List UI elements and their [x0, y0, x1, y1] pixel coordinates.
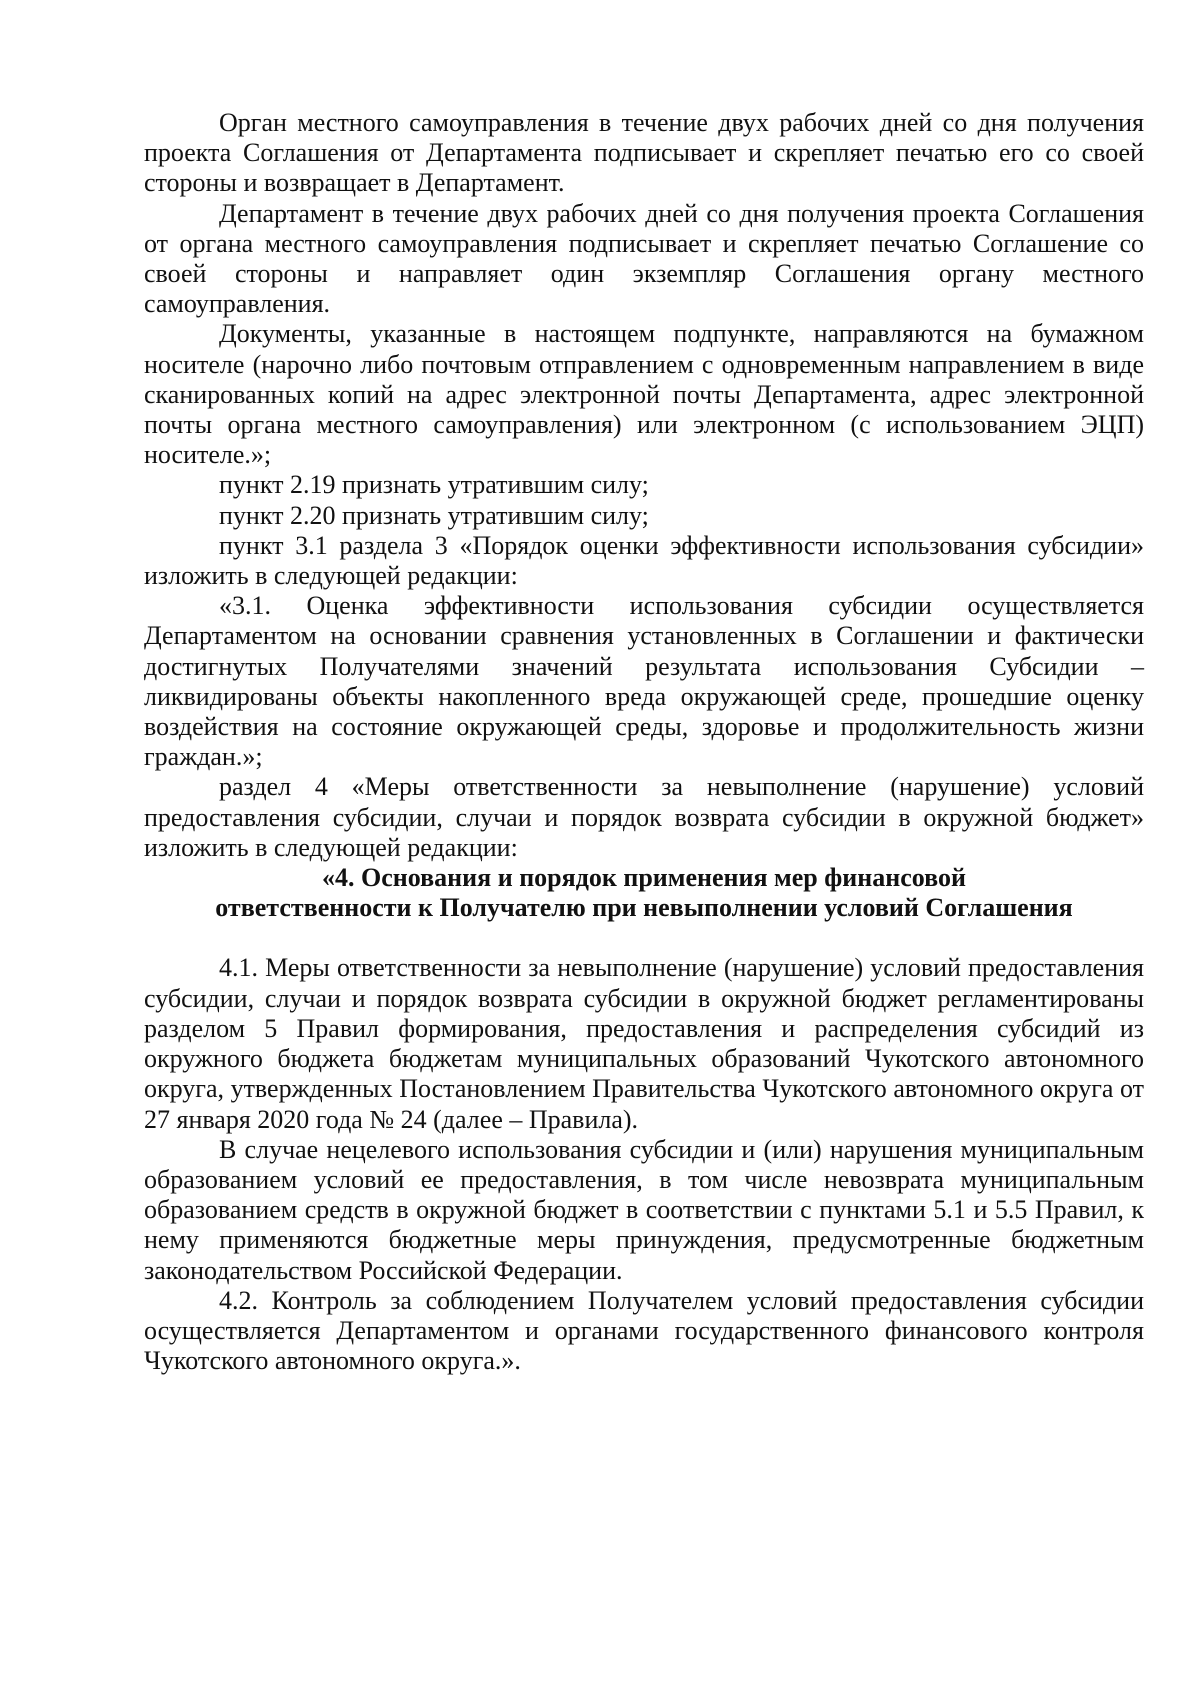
section-4-heading [144, 863, 1144, 923]
paragraph-item-3-1-intro: пункт 3.1 раздела 3 «Порядок оценки эффективности использования субсидии» изложить в следующей редакции: [144, 530, 1144, 591]
document-page [144, 108, 1144, 1376]
paragraph-item-3-1-text: «3.1. Оценка эффективности использования субсидии осуществляется Департаментом на основании сравнения установленных в Соглашении и фактически достигнутых Получателями значений результата использования Субсидии – ликвидированы объекты накопленного вреда окружающей среде, прошедшие оценку воздействия на состояние окружающей среды, здоровье и продолжительность жизни граждан.»; [144, 591, 1144, 772]
paragraph-4-2: 4.2. Контроль за соблюдением Получателем условий предоставления субсидии осуществляется Департаментом и органами государственного финансового контроля Чукотского автономного округа.». [144, 1285, 1144, 1376]
paragraph-4-1: 4.1. Меры ответственности за невыполнение (нарушение) условий предоставления субсидии, случаи и порядок возврата субсидии в окружной бюджет регламентированы разделом 5 Правил формирования, предоставления и распределения субсидий из окружного бюджета бюджетам муниципальных образований Чукотского автономного округа, утвержденных Постановлением Правительства Чукотского автономного округа от 27 января 2020 года № 24 (далее – Правила). [144, 953, 1144, 1134]
paragraph-document-delivery: Документы, указанные в настоящем подпункте, направляются на бумажном носителе (нарочно либо почтовым отправлением с одновременным направлением в виде сканированных копий на адрес электронной почты Департамента, адрес электронной почты органа местного самоуправления) или электронном (с использованием ЭЦП) носителе.»; [144, 319, 1144, 470]
paragraph-approval-by-department: Департамент в течение двух рабочих дней со дня получения проекта Соглашения от органа местного самоуправления подписывает и скрепляет печатью Соглашение со своей стороны и направляет один экземпляр Соглашения органу местного самоуправления. [144, 198, 1144, 319]
paragraph-item-2-19: пункт 2.19 признать утратившим силу; [219, 470, 649, 500]
heading-spacer [144, 923, 1144, 953]
section-4-heading-line1: «4. Основания и порядок применения мер финансовой [322, 863, 966, 893]
paragraph-section-4-intro: раздел 4 «Меры ответственности за невыполнение (нарушение) условий предоставления субсидии, случаи и порядок возврата субсидии в окружной бюджет» изложить в следующей редакции: [144, 772, 1144, 862]
section-4-heading-line2: ответственности к Получателю при невыполнении условий Соглашения [215, 893, 1073, 923]
paragraph-item-2-20: пункт 2.20 признать утратившим силу; [219, 500, 649, 530]
paragraph-misuse-measures: В случае нецелевого использования субсидии и (или) нарушения муниципальным образованием условий ее предоставления, в том числе невозврата муниципальным образованием средств в окружной бюджет в соответствии с пунктами 5.1 и 5.5 Правил, к нему применяются бюджетные меры принуждения, предусмотренные бюджетным законодательством Российской Федерации. [144, 1134, 1144, 1285]
paragraph-approval-by-local-government: Орган местного самоуправления в течение двух рабочих дней со дня получения проекта Соглашения от Департамента подписывает и скрепляет печатью его со своей стороны и возвращает в Департамент. [144, 108, 1144, 198]
